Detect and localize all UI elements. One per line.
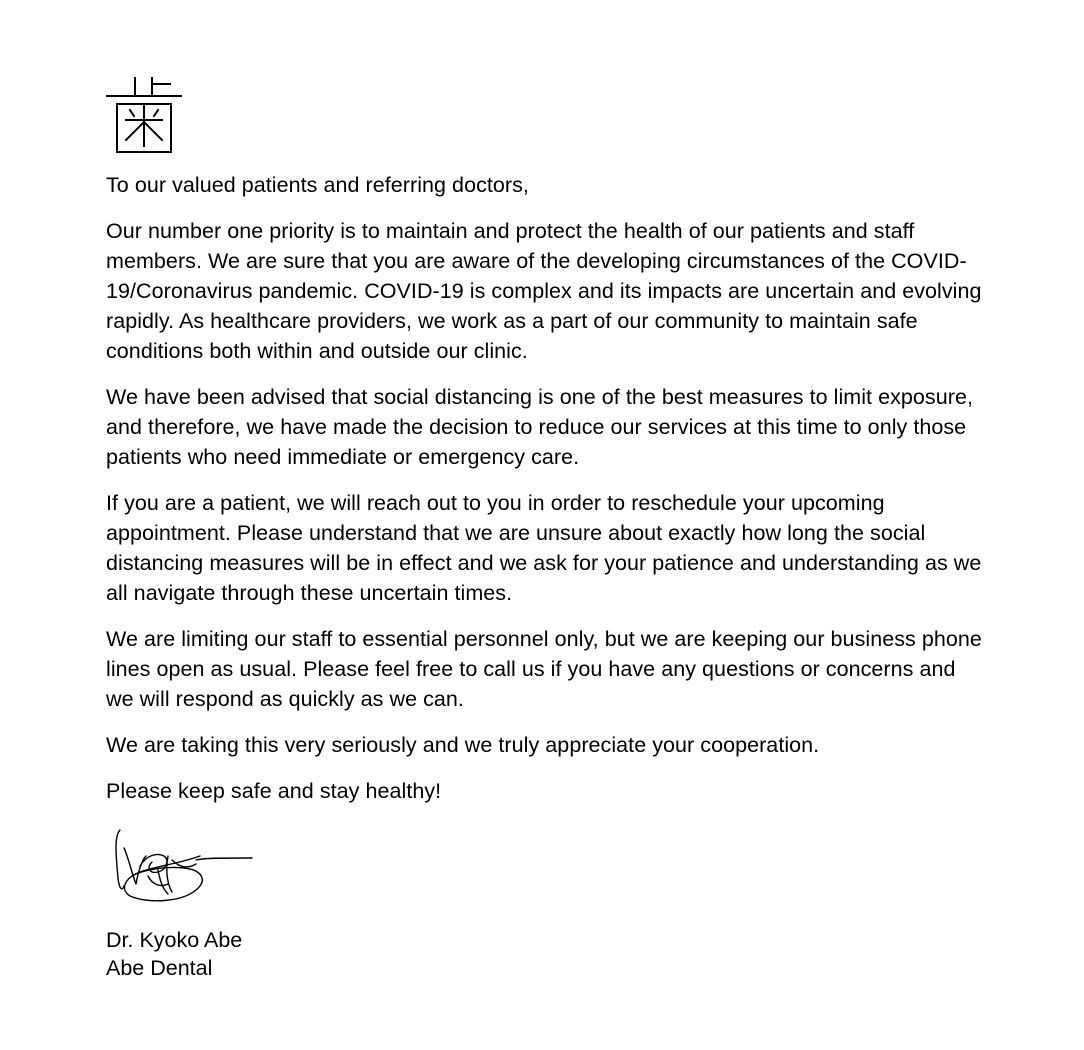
paragraph-social-distancing: We have been advised that social distancing is one of the best measures to limit exposure, and therefore, we have made the decision to reduce our services at this time to only those patients who need immediate or emergency care. xyxy=(106,385,973,469)
signoff-block xyxy=(106,926,242,982)
paragraph-closing: Please keep safe and stay healthy! xyxy=(106,779,442,803)
letter-body xyxy=(106,170,986,822)
paragraph-appreciation: We are taking this very seriously and we truly appreciate your cooperation. xyxy=(106,733,820,757)
paragraph-staff: We are limiting our staff to essential personnel only, but we are keeping our business phone lines open as usual. Please feel free to call us if you have any questions or concerns and we will respond as quickly as we can. xyxy=(106,627,982,711)
paragraph-priority: Our number one priority is to maintain and protect the health of our patients and staff members. We are sure that you are aware of the developing circumstances of the COVID-19/Coronavirus pandemic. COVID-19 is complex and its impacts are uncertain and evolving rapidly. As healthcare providers, we work as a part of our community to maintain safe conditions both within and outside our clinic. xyxy=(106,219,982,363)
greeting: To our valued patients and referring doctors, xyxy=(106,173,529,197)
kanji-logo-icon xyxy=(106,76,182,154)
signature-icon xyxy=(112,826,262,906)
practice-name: Abe Dental xyxy=(106,956,213,980)
signer-name: Dr. Kyoko Abe xyxy=(106,928,243,952)
paragraph-reschedule: If you are a patient, we will reach out to you in order to reschedule your upcoming appointment. Please understand that we are unsure about exactly how long the social distancing measures will be in effect and we ask for your patience and understanding as we all navigate through these uncertain times. xyxy=(106,491,982,605)
